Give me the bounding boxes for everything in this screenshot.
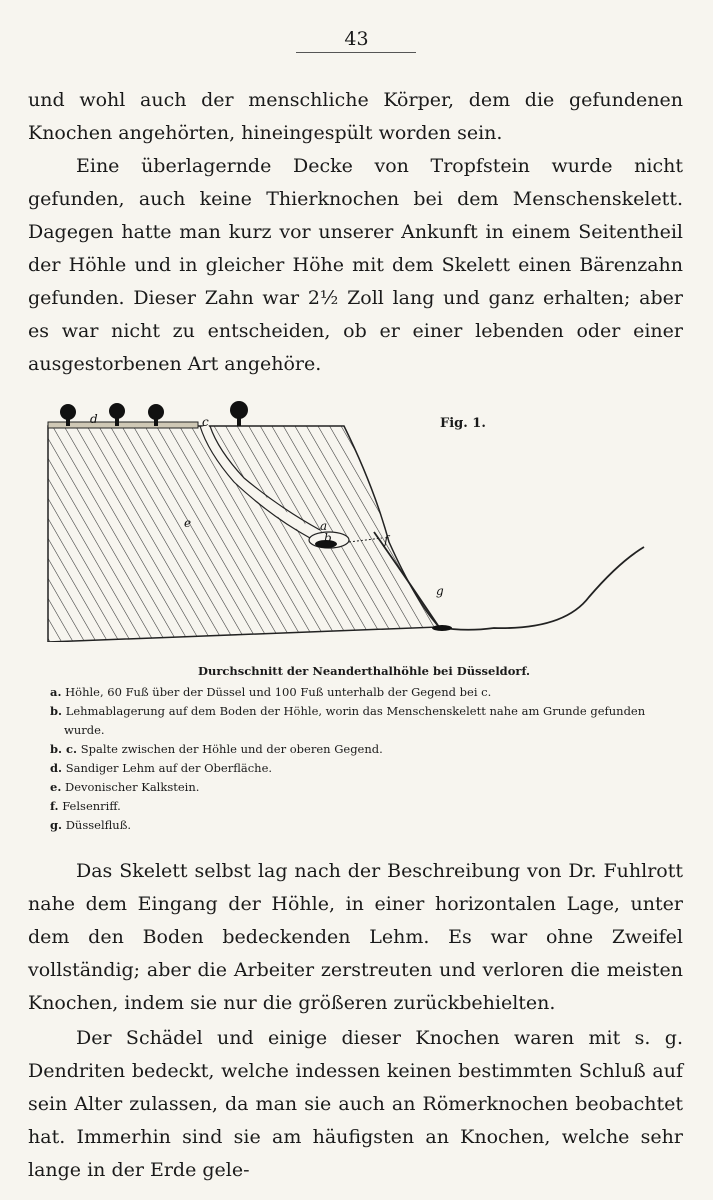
river [432, 625, 452, 631]
paragraph-1 [28, 84, 683, 150]
page-number: 43 [344, 28, 369, 50]
cross-section-drawing [44, 392, 684, 642]
legend-item: d. Sandiger Lehm auf der Oberfläche. [50, 761, 273, 775]
cross-section-figure [44, 392, 684, 642]
legend-item: f. Felsenriff. [50, 799, 121, 813]
paragraph-2-text: Eine überlagernde Decke von Tropfstein wurde nicht gefunden, auch keine Thierknochen bei dem Menschenskelett. Dagegen hatte man kurz vor unserer Ankunft in einem Seitentheil der Höhle und in gleicher Höhe mit dem Skelett einen Bärenzahn gefunden. Dieser Zahn war 2½ Zoll lang und ganz erhalten; aber es war nicht zu entscheiden, ob er einer lebenden oder einer ausgestorbenen Art angehöre. [28, 155, 683, 375]
figure-label: Fig. 1. [440, 416, 486, 431]
paragraph-4 [28, 1022, 683, 1187]
paragraph-4-text: Der Schädel und einige dieser Knochen waren mit s. g. Dendriten bedeckt, welche indessen keinen bestimmten Schluß auf sein Alter zulassen, da man sie auch an Römerknochen beobachtet hat. Immerhin sind sie am häufigsten an Knochen, welche sehr lange in der Erde gele- [28, 1027, 683, 1181]
paragraph-3-text: Das Skelett selbst lag nach der Beschreibung von Dr. Fuhlrott nahe dem Eingang der Höhle, in einer horizontalen Lage, unter dem den Boden bedeckenden Lehm. Es war ohne Zweifel vollständig; aber die Arbeiter zerstreuten und verloren die meisten Knochen, indem sie nur die größeren zurückbehielten. [28, 860, 683, 1014]
legend-item: a. Höhle, 60 Fuß über der Düssel und 100 Fuß unterhalb der Gegend bei c. [50, 685, 492, 699]
label-c: c [202, 415, 209, 429]
legend-item: g. Düsselfluß. [50, 818, 132, 832]
legend-item: e. Devonischer Kalkstein. [50, 780, 200, 794]
limestone-mass [48, 426, 439, 642]
header-rule [296, 52, 416, 53]
label-e: e [184, 516, 192, 530]
figure-caption [44, 662, 684, 835]
label-d: d [90, 412, 98, 426]
paragraph-1-text: und wohl auch der menschliche Körper, dem die gefundenen Knochen angehörten, hineingespült worden sein. [28, 89, 683, 144]
label-a: a [320, 519, 328, 533]
legend-item: b. Lehmablagerung auf dem Boden der Höhle, worin das Menschenskelett nahe am Grunde gefunden wurde. [50, 704, 646, 737]
legend-item: b. c. Spalte zwischen der Höhle und der oberen Gegend. [50, 742, 383, 756]
label-g: g [436, 584, 444, 598]
caption-title: Durchschnitt der Neanderthalhöhle bei Düsseldorf. [197, 664, 530, 678]
paragraph-2 [28, 150, 683, 381]
surface-layer [48, 422, 198, 428]
paragraph-3 [28, 855, 683, 1020]
label-f: f [384, 533, 389, 547]
label-b: b [324, 531, 332, 545]
